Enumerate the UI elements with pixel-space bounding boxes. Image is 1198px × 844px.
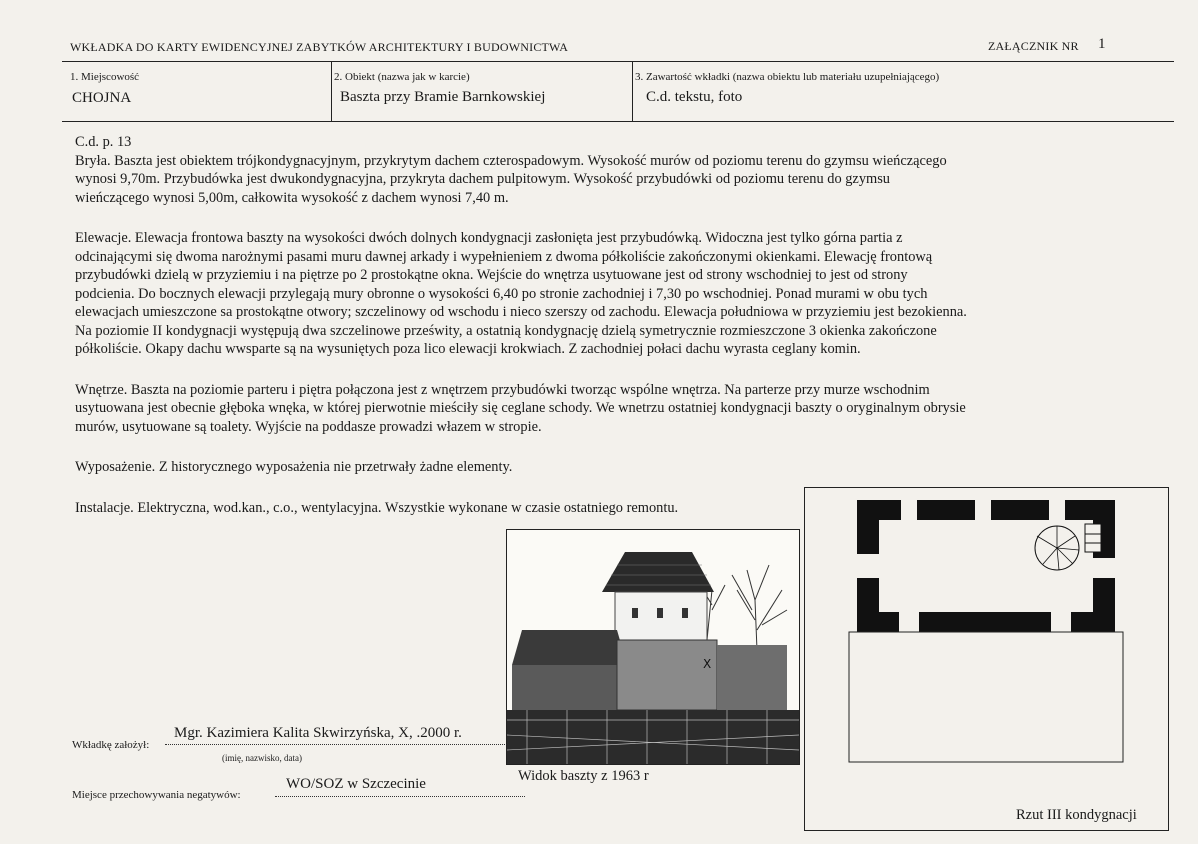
text-line: C.d. p. 13	[75, 134, 132, 150]
text-line: odcinającymi się dwoma narożnymi pasami muru dawnej arkady i wypełnieniem z dwoma półkoliście zakończonymi okienkami. Elewację frontową	[75, 248, 933, 265]
body-text	[75, 133, 1145, 533]
field1-label: 1. Miejscowość	[70, 71, 140, 83]
photo-caption: Widok baszty z 1963 r	[518, 768, 649, 784]
field-box-bottom	[62, 121, 1174, 122]
paragraph-wnetrze	[75, 381, 1145, 437]
field3-label: 3. Zawartość wkładki (nazwa obiektu lub materiału uzupełniającego)	[635, 71, 940, 83]
text-line: wynosi 9,70m. Przybudówka jest dwukondygnacyjna, przykryta dachem pulpitowym. Wysokość przybudówki od poziomu terenu do gzymsu	[75, 171, 891, 187]
tower-photo	[506, 529, 800, 765]
text-line: półkoliście. Okapy dachu wwsparte są na wysuniętych poza lico elewacji krokwiach. Z zachodniej połaci dachu wyrasta ceglany komin.	[75, 341, 861, 357]
field-divider-2	[632, 61, 633, 122]
paragraph-elewacje	[75, 229, 1145, 359]
author-hint: (imię, nazwisko, data)	[222, 753, 302, 763]
field3-value: C.d. tekstu, foto	[646, 89, 743, 105]
text-line: elewacjach umieszczone sa prostokątne otwory; szczelinowy od wschodu i nieco szerszy od zachodu. Elewacja południowa w przyziemiu jest bezokienna.	[75, 304, 967, 320]
field2-label: 2. Obiekt (nazwa jak w karcie)	[334, 71, 470, 83]
text-line: przybudówki dzielą w przyziemiu i na piętrze po 2 prostokątne okna. Wejście do wnętrza usytuowane jest od strony wschodniej to jest od strony	[75, 267, 908, 283]
author-dotted-line	[165, 744, 505, 745]
attachment-label: ZAŁĄCZNIK NR	[988, 39, 1079, 53]
storage-label: Miejsce przechowywania negatywów:	[72, 789, 241, 801]
text-line: Wyposażenie. Z historycznego wyposażenia nie przetrwały żadne elementy.	[75, 459, 513, 475]
attachment-number: 1	[1098, 36, 1106, 52]
plan-caption: Rzut III kondygnacji	[1016, 807, 1137, 823]
storage-value: WO/SOZ w Szczecinie	[286, 776, 426, 792]
text-line: Elewacje. Elewacja frontowa baszty na wysokości dwóch dolnych kondygnacji zasłonięta jest przybudówką. Widoczna jest tylko górna partia z	[75, 230, 903, 246]
text-line: Wnętrze. Baszta na poziomie parteru i piętra połączona jest z wnętrzem przybudówki tworząc wspólne wnętrza. Na parterze przy murze wschodnim	[75, 381, 930, 398]
author-value: Mgr. Kazimiera Kalita Skwirzyńska, X, .2000 r.	[174, 725, 462, 741]
field-divider-1	[331, 61, 332, 122]
tower-photo-image	[507, 530, 799, 764]
text-line: podcienia. Do bocznych elewacji przylegają mury obronne o wysokości 6,40 po stronie zachodniej i 7,30 po wschodniej. Ponad murami w obu tych	[75, 285, 928, 302]
text-line: Instalacje. Elektryczna, wod.kan., c.o., wentylacyjna. Wszystkie wykonane w czasie ostatniego remontu.	[75, 499, 679, 516]
field2-value: Baszta przy Bramie Barnkowskiej	[340, 89, 546, 105]
floor-plan-drawing	[805, 488, 1168, 830]
text-line: murów, usytuowane są toalety. Wyjście na poddasze prowadzi włazem w stropie.	[75, 418, 542, 435]
field1-value: CHOJNA	[72, 90, 132, 106]
text-line: usytuowana jest obecnie głęboka wnęka, w której pierwotnie mieściły się ceglane schody. We wnetrzu ostatniej kondygnacji baszty o oryginalnym obrysie	[75, 400, 966, 416]
document-title: WKŁADKA DO KARTY EWIDENCYJNEJ ZABYTKÓW ARCHITEKTURY I BUDOWNICTWA	[70, 40, 569, 54]
floor-plan	[804, 487, 1169, 831]
author-label: Wkładkę założył:	[72, 739, 150, 751]
text-line: Bryła. Baszta jest obiektem trójkondygnacyjnym, przykrytym dachem czterospadowym. Wysokość murów od poziomu terenu do gzymsu wieńczącego	[75, 152, 947, 169]
text-line: Na poziomie II kondygnacji występują dwa szczelinowe prześwity, a ostatnią kondygnację dzielą symetrycznie rozmieszczone 3 okienka zakończone	[75, 322, 937, 339]
paragraph-bryla	[75, 133, 1145, 207]
storage-dotted-line	[275, 796, 525, 797]
photo-mark-x: X	[703, 657, 712, 671]
text-line: wieńczącego wynosi 5,00m, całkowita wysokość z dachem wynosi 7,40 m.	[75, 189, 509, 206]
paragraph-wyposazenie	[75, 458, 1145, 477]
field-box-top	[62, 61, 1174, 62]
